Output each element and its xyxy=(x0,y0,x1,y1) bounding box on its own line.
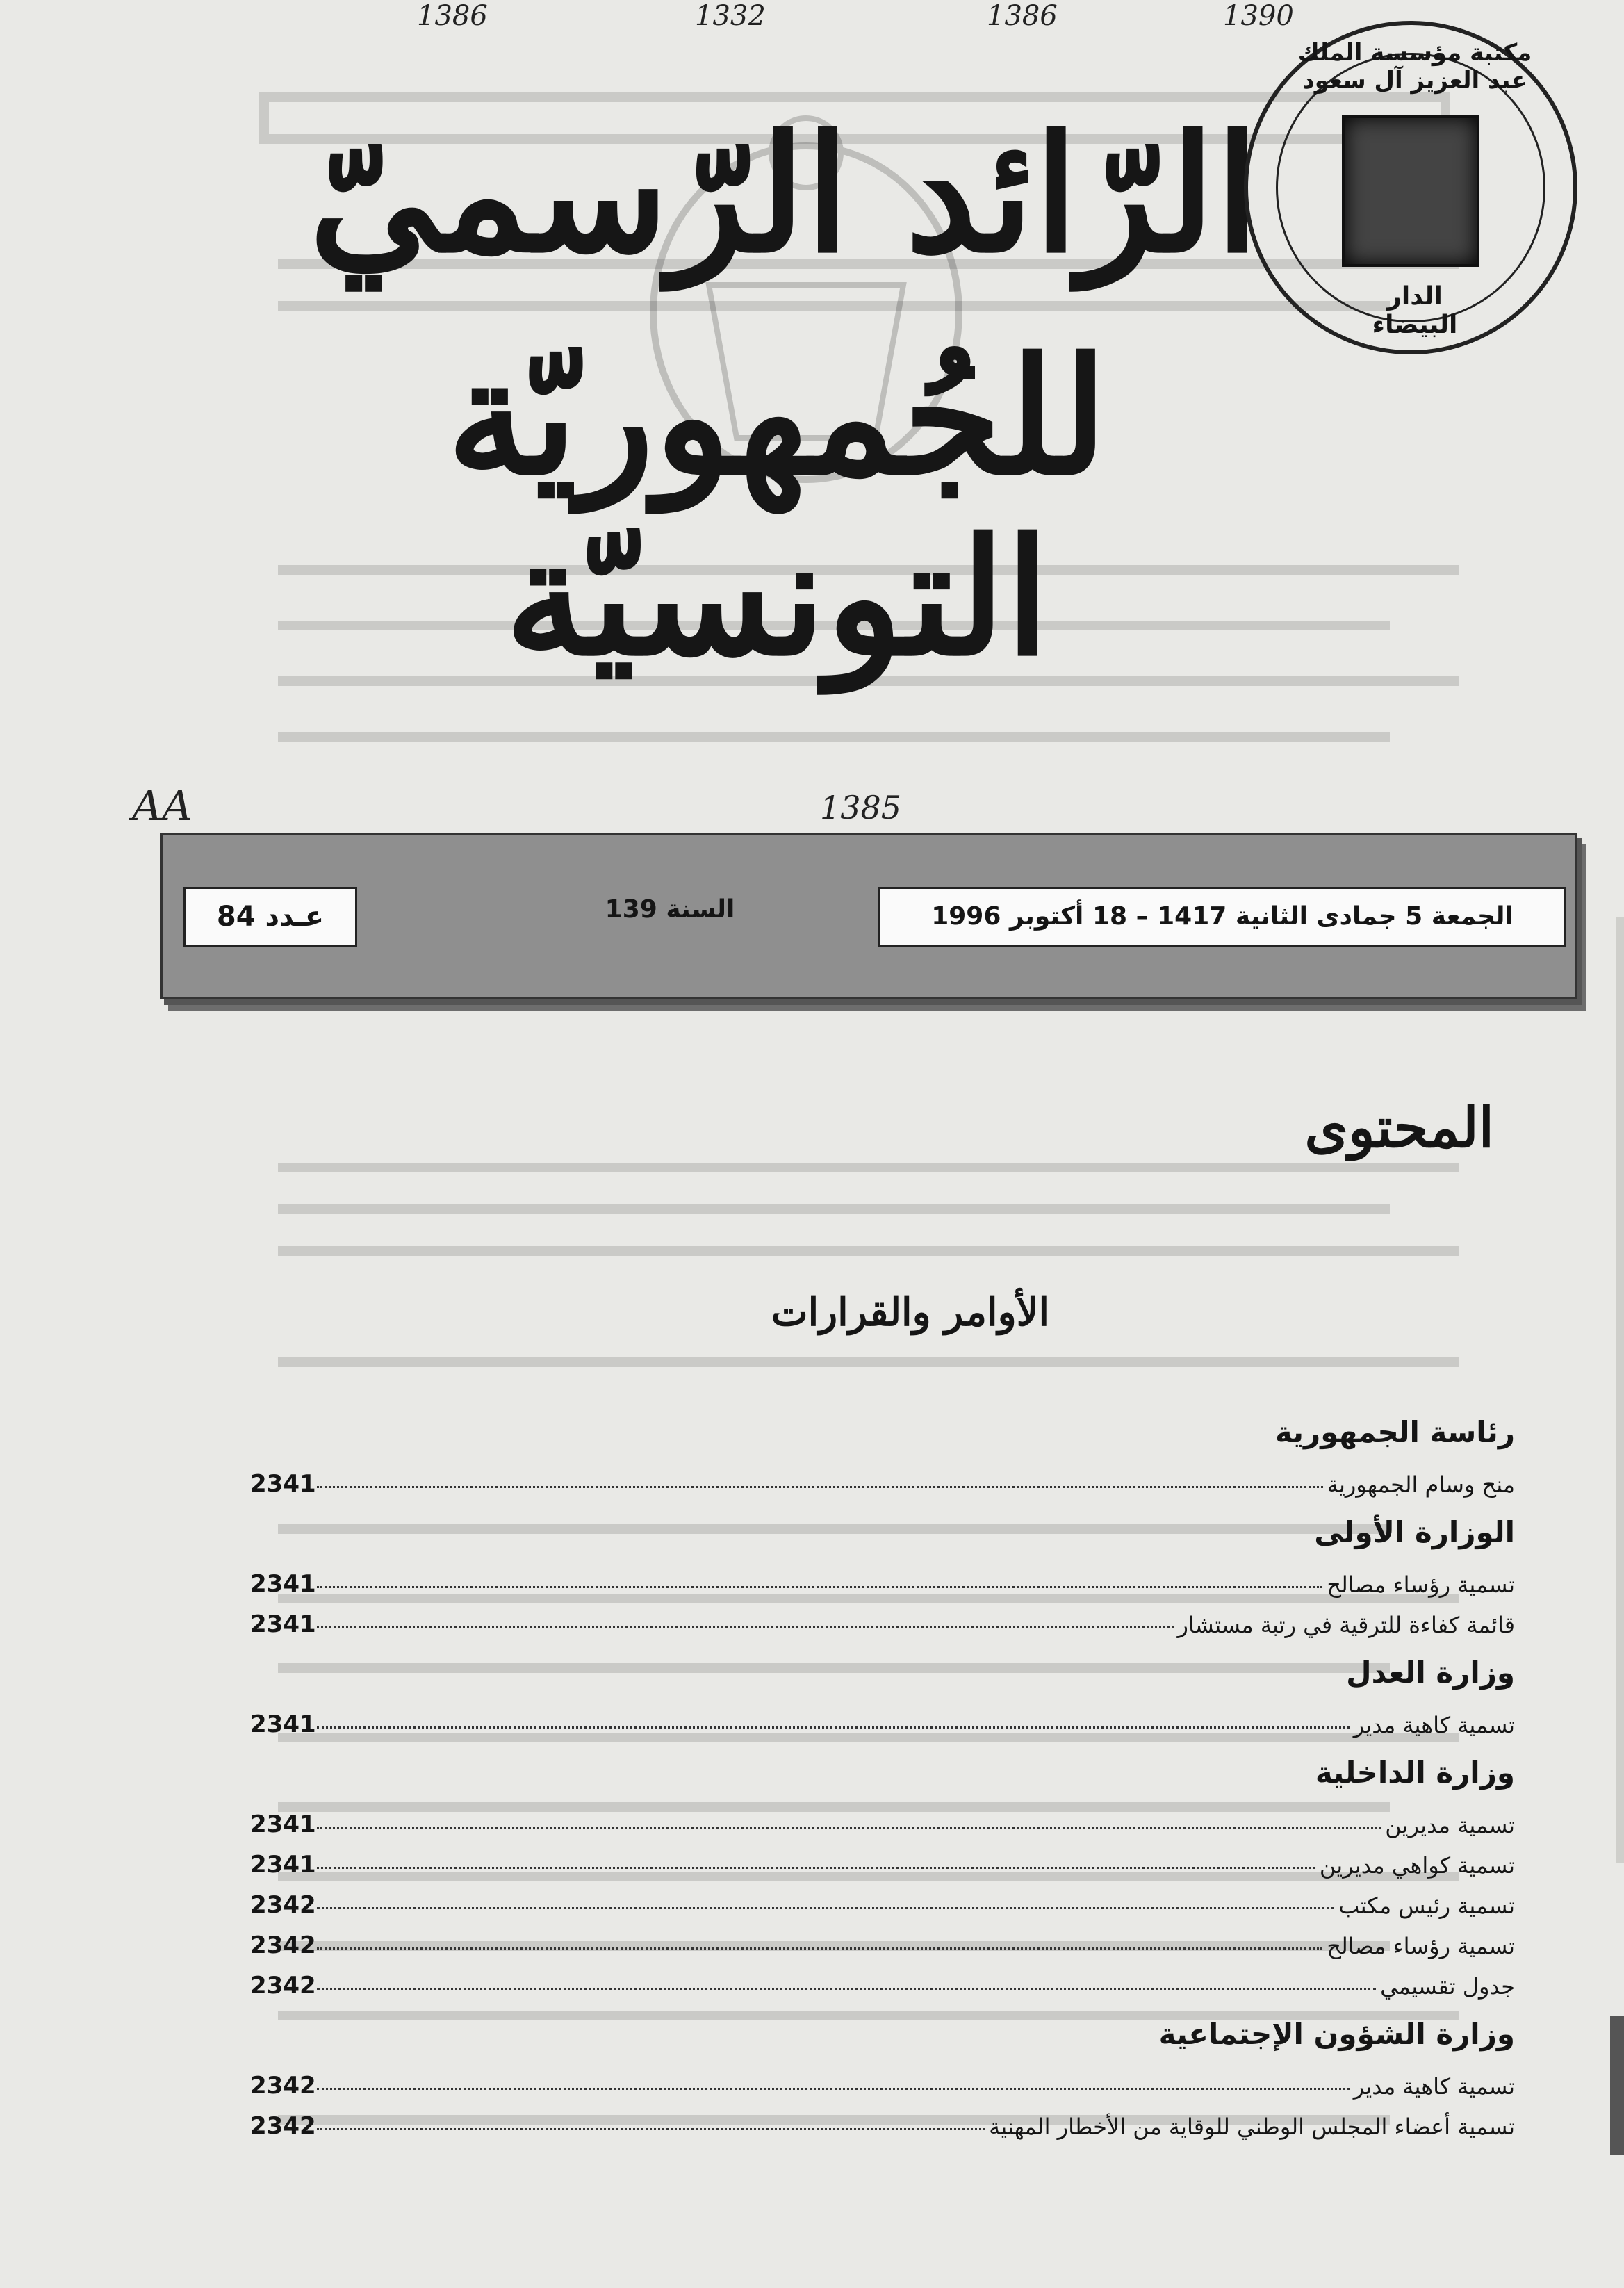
toc-label: تسمية كواهي مديرين xyxy=(1319,1852,1515,1879)
toc-label: تسمية كاهية مدير xyxy=(1353,2073,1515,2100)
ministry-heading: رئاسة الجمهورية xyxy=(1274,1415,1515,1449)
toc-page: 2341 xyxy=(250,1851,316,1879)
toc-label: تسمية مديرين xyxy=(1385,1812,1515,1838)
dot-leader xyxy=(317,1586,1322,1588)
dot-leader xyxy=(317,1947,1322,1950)
handwritten-mark: 1386 xyxy=(417,0,488,32)
issue-number: 84 xyxy=(216,901,256,933)
issue-date: الجمعة 5 جمادى الثانية 1417 – 18 أكتوبر 1996 xyxy=(931,902,1514,931)
toc-page: 2341 xyxy=(250,1570,316,1598)
stamp-bottom-text: الدار البيضاء xyxy=(1372,282,1458,339)
toc-page: 2342 xyxy=(250,1931,316,1959)
page-edge-shadow xyxy=(1616,917,1624,1863)
toc-entry xyxy=(250,1457,1515,1498)
toc-entry xyxy=(250,1959,1515,2000)
table-of-contents xyxy=(250,1407,1515,2140)
issue-year: السنة 139 xyxy=(605,895,735,924)
issue-date-box xyxy=(878,887,1566,947)
masthead-title-line2: للجُمهوريّة التونسيّة xyxy=(447,323,1108,692)
toc-label: تسمية أعضاء المجلس الوطني للوقاية من الأخطار المهنية xyxy=(989,2114,1515,2140)
scan-edge-mark xyxy=(1610,2016,1624,2155)
dot-leader xyxy=(317,1907,1334,1909)
toc-label: منح وسام الجمهورية xyxy=(1327,1471,1515,1498)
toc-label: جدول تقسيمي xyxy=(1380,1973,1515,2000)
dot-leader xyxy=(317,1827,1381,1829)
issue-number-box xyxy=(183,887,357,947)
toc-entry xyxy=(250,1598,1515,1638)
toc-entry xyxy=(250,1879,1515,1919)
toc-label: تسمية رؤساء مصالح xyxy=(1327,1571,1515,1598)
ministry-heading: وزارة الشؤون الإجتماعية xyxy=(1158,2017,1515,2051)
issue-number-label: عـدد xyxy=(265,901,325,933)
toc-page: 2341 xyxy=(250,1470,316,1498)
dot-leader xyxy=(317,1626,1174,1628)
toc-entry xyxy=(250,2100,1515,2140)
dot-leader xyxy=(317,1486,1323,1488)
toc-page: 2341 xyxy=(250,1610,316,1638)
library-stamp xyxy=(1244,21,1577,354)
top-handwritten-marks xyxy=(417,0,1390,42)
toc-page: 2342 xyxy=(250,2072,316,2100)
stamp-ring-text: مكتبة مؤسسة الملك عبد العزيز آل سعود xyxy=(1297,39,1532,95)
toc-entry xyxy=(250,1798,1515,1838)
dot-leader xyxy=(317,1867,1315,1869)
toc-page: 2341 xyxy=(250,1710,316,1738)
toc-entry xyxy=(250,1919,1515,1959)
dot-leader xyxy=(317,2128,985,2130)
toc-entry xyxy=(250,2059,1515,2100)
stamp-portrait-icon xyxy=(1342,115,1479,267)
masthead-title-line1: الرّائد الرّسميّ xyxy=(309,101,1260,288)
toc-entry xyxy=(250,1838,1515,1879)
handwritten-mark-center: 1385 xyxy=(820,789,902,826)
toc-entry xyxy=(250,1558,1515,1598)
contents-title: المحتوى xyxy=(1304,1095,1494,1160)
ministry-heading: الوزارة الأولى xyxy=(1314,1515,1515,1549)
toc-label: تسمية رئيس مكتب xyxy=(1338,1893,1515,1919)
toc-label: تسمية كاهية مدير xyxy=(1353,1712,1515,1738)
toc-page: 2342 xyxy=(250,2112,316,2140)
handwritten-mark: 1332 xyxy=(695,0,766,32)
handwritten-mark: 1390 xyxy=(1223,0,1294,32)
toc-entry xyxy=(250,1698,1515,1738)
ministry-heading: وزارة الداخلية xyxy=(1315,1756,1515,1790)
issue-band xyxy=(160,833,1577,999)
toc-label: تسمية رؤساء مصالح xyxy=(1327,1933,1515,1959)
toc-page: 2342 xyxy=(250,1972,316,2000)
dot-leader xyxy=(317,1726,1350,1729)
handwritten-mark: 1386 xyxy=(987,0,1058,32)
toc-label: قائمة كفاءة للترقية في رتبة مستشار xyxy=(1177,1612,1515,1638)
handwritten-mark-left: AA xyxy=(132,782,192,831)
dot-leader xyxy=(317,2088,1350,2090)
section-title: الأوامر والقرارات xyxy=(771,1289,1050,1335)
toc-page: 2341 xyxy=(250,1811,316,1838)
ministry-heading: وزارة العدل xyxy=(1346,1656,1515,1690)
toc-page: 2342 xyxy=(250,1891,316,1919)
dot-leader xyxy=(317,1988,1376,1990)
